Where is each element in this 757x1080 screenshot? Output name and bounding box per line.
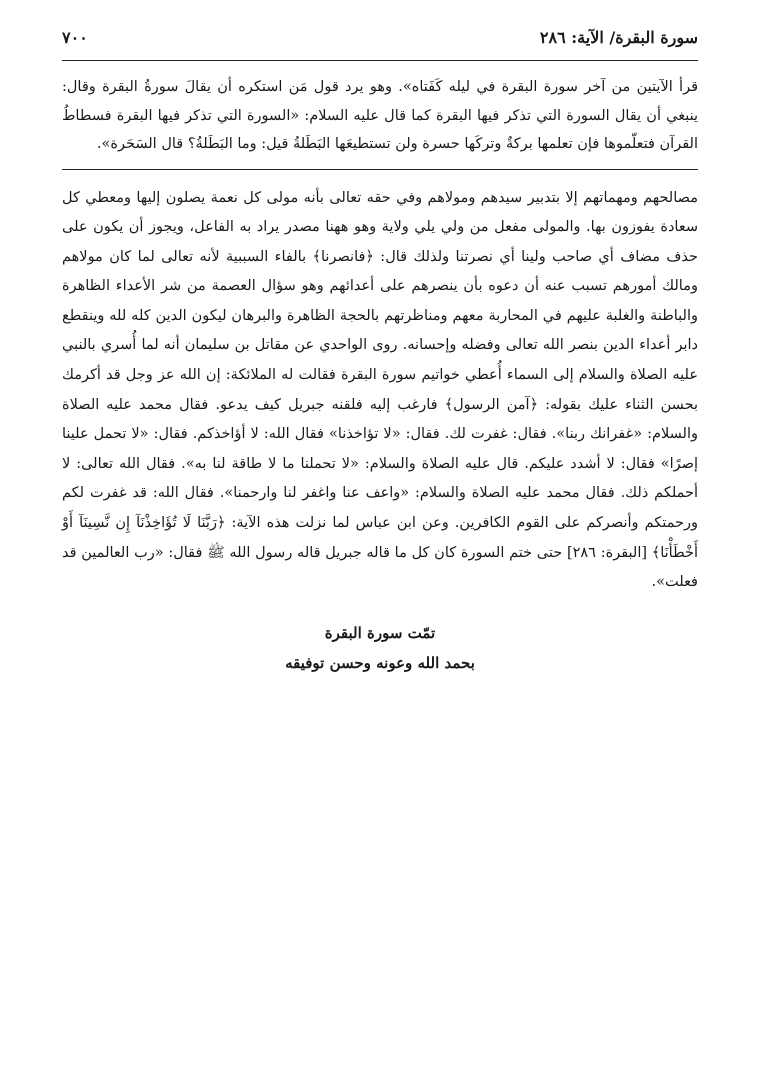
footnote-text: قرأ الآيتين من آخر سورة البقرة في ليله كَفَتاه». وهو يرد قول مَن استكره أن يقالَ سورةُ البقرة وقال: ينبغي أن يقال السورة التي تذكر فيها البقرة كما قال عليه السلام: «السورة التي تذكر فيها البقرة فسطاطُ القرآن فتعلّموها فإن تعلمها بركةٌ وتركَها حسرة ولن تستطيعَها البَطَلةُ قيل: وما البَطَلةُ؟ قال السَحَرة». [62,79,698,152]
main-text: مصالحهم ومهماتهم إلا بتدبير سيدهم ومولاهم وفي حقه تعالى بأنه مولى كل نعمة يصلون إليها ومعطي كل سعادة يفوزون بها. والمولى مفعل من ولي يلي ولاية وهو ههنا مصدر يراد به الفاعل، ويجوز أن يكون على حذف مضاف أي صاحب ولينا أي نصرتنا ولذلك قال: ﴿فانصرنا﴾ بالفاء السببية لأنه تعالى لما كان مولاهم ومالك أمورهم تسبب عنه أن دعوه بأن ينصرهم على أعدائهم وهو سؤال العصمة من شر الأعداء الظاهرة والباطنة والغلبة عليهم في المحاربة معهم ومناظرتهم بالحجة الظاهرة والبرهان ليكون الدين كله لله وينقطع دابر أعداء الدين بنصر الله تعالى وفضله وإحسانه. روى الواحدي عن مقاتل بن سليمان أنه لما أُسري بالنبي عليه الصلاة والسلام إلى السماء أُعطي خواتيم سورة البقرة فقالت له الملائكة: إن الله عز وجل قد أكرمك بحسن الثناء عليك بقوله: ﴿آمن الرسول﴾ فارغب إليه فلقنه جبريل كيف يدعو. فقال محمد عليه الصلاة والسلام: «غفرانك ربنا». فقال: غفرت لك. فقال: «لا تؤاخذنا» فقال الله: لا أؤاخذكم. فقال: «لا تحمل علينا إصرًا» فقال: لا أشدد عليكم. قال عليه الصلاة والسلام: «لا تحملنا ما لا طاقة لنا به». فقال الله تعالى: لا أحملكم ذلك. فقال محمد عليه الصلاة والسلام: «واعف عنا واغفر لنا وارحمنا». فقال الله: قد غفرت لكم ورحمتكم وأنصركم على القوم الكافرين. وعن ابن عباس لما نزلت هذه الآية: ﴿رَبَّنَا لَا تُؤَاخِذْنَآ إِن نَّسِينَآ أَوْ أَخْطَأْنَا﴾ [البقرة: ٢٨٦] حتى ختم السورة كان كل ما قاله جبريل قاله رسول الله ﷺ فقال: «رب العالمين قد فعلت». [62,189,698,591]
page-header [62,28,698,54]
page [62,28,698,678]
closing-line-2: بحمد الله وعونه وحسن توفيقه [285,653,475,672]
surah-title: سورة البقرة/ الآية: ٢٨٦ [539,28,698,47]
header-rule [62,60,698,61]
page-number: ٧٠٠ [62,28,88,47]
closing-block [62,618,698,678]
closing-line-1: تمّت سورة البقرة [324,623,436,642]
separator-rule [62,169,698,170]
